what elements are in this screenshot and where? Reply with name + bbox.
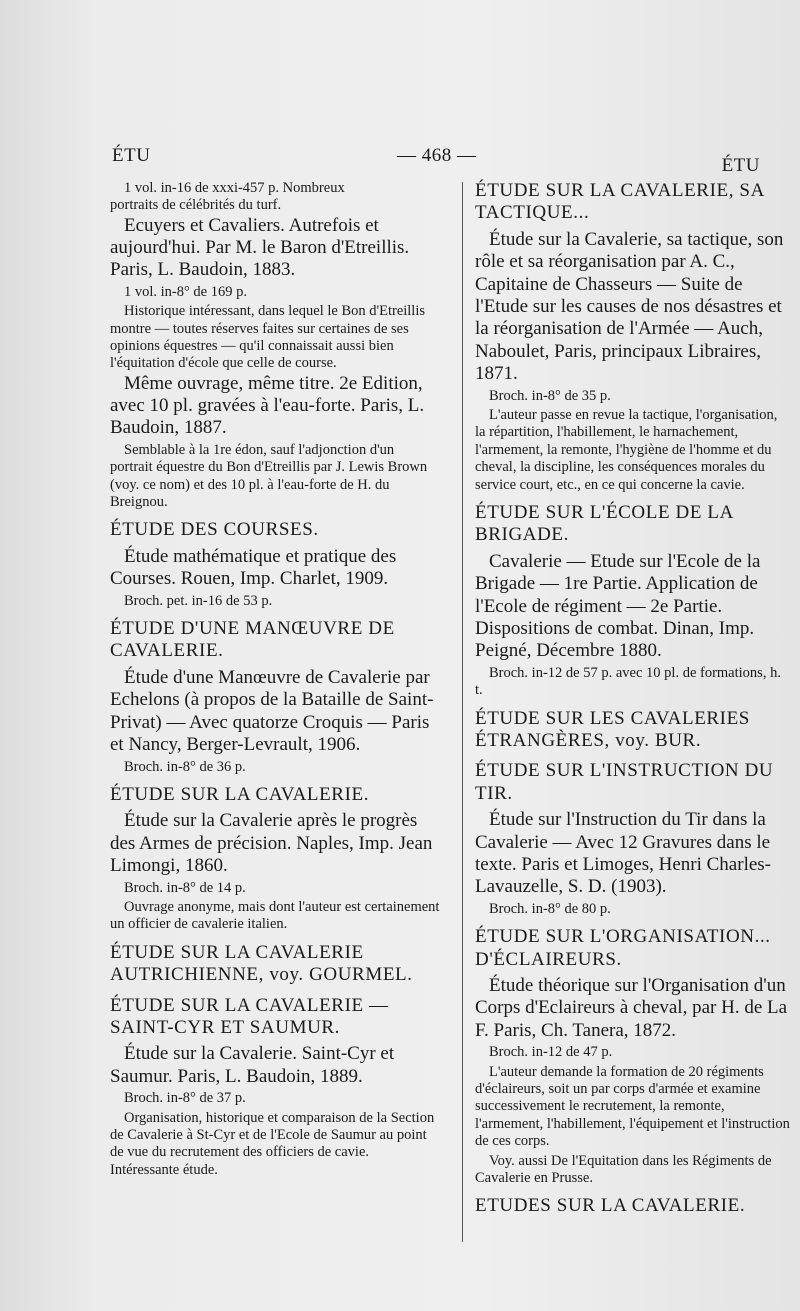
- entry-title: Même ouvrage, même titre. 2e Edition, avec 10 pl. gravées à l'eau-forte. Paris, L. Baudoin, 1887.: [110, 372, 425, 439]
- entry-heading: ÉTUDE SUR L'ÉCOLE DE LA BRIGADE.: [475, 502, 733, 546]
- entry-note: L'auteur passe en revue la tactique, l'organisation, la répartition, l'habillement, le harnachement, l'armement, la remonte, l'hygiène de l'homme et du cheval, la discipline, les conséquences morales du service court, etc., en ce qui concerne la cavie.: [475, 407, 778, 493]
- entry-heading: ETUDES SUR LA CAVALERIE.: [475, 1195, 746, 1217]
- entry-title: Étude théorique sur l'Organisation d'un Corps d'Eclaireurs à cheval, par H. de La F. Paris, Ch. Tanera, 1872.: [475, 975, 788, 1041]
- entry-title: Étude sur la Cavalerie, sa tactique, son rôle et sa réorganisation par A. C., Capitaine de Chasseurs — Suite de l'Etude sur les causes de nos désastres et la réorganisation de l'Armée — Auch, Naboulet, Paris, principaux Libraires, 1871.: [475, 228, 784, 385]
- entry-note: Historique intéressant, dans lequel le Bon d'Etreillis montre — toutes réserves faites sur certaines de ses opinions équestres — qu'il connaissait aussi bien l'équitation d'école que celle de course.: [110, 303, 426, 372]
- entry-note: Broch. in-8° de 14 p.: [124, 879, 246, 896]
- entry-heading: ÉTUDE SUR LA CAVALERIE, SA TACTIQUE...: [475, 180, 764, 224]
- entry-heading: ÉTUDE SUR LA CAVALERIE — SAINT-CYR ET SAUMUR.: [110, 994, 389, 1038]
- column-divider: [462, 182, 463, 1242]
- entry-note: Broch. in-12 de 57 p. avec 10 pl. de formations, h. t.: [475, 664, 781, 699]
- entry-heading: ÉTUDE DES COURSES.: [110, 519, 319, 541]
- entry-note: Broch. in-8° de 37 p.: [124, 1090, 246, 1107]
- page-number: — 468 —: [397, 145, 477, 166]
- entry-heading: ÉTUDE SUR LES CAVALERIES ÉTRANGÈRES, voy. BUR.: [475, 707, 750, 752]
- entry-heading: ÉTUDE SUR LA CAVALERIE.: [110, 783, 370, 805]
- entry-note: Voy. aussi De l'Equitation dans les Régiments de Cavalerie en Prusse.: [475, 1152, 772, 1187]
- entry-title: Étude sur l'Instruction du Tir dans la Cavalerie — Avec 12 Gravures dans le texte. Paris et Limoges, Henri Charles-Lavauzelle, S. D. (1903).: [475, 809, 772, 898]
- entry-title: Cavalerie — Etude sur l'Ecole de la Brigade — 1re Partie. Application de l'Ecole de régiment — 2e Partie. Dispositions de combat. Dinan, Imp. Peigné, Décembre 1880.: [475, 550, 761, 662]
- entry-note: Broch. in-8° de 35 p.: [489, 387, 611, 404]
- entry-title: Ecuyers et Cavaliers. Autrefois et aujourd'hui. Par M. le Baron d'Etreillis. Paris, L. Baudoin, 1883.: [110, 214, 410, 281]
- entry-title: Étude mathématique et pratique des Courses. Rouen, Imp. Charlet, 1909.: [110, 545, 397, 590]
- entry-note: 1 vol. in-8° de 169 p.: [124, 283, 247, 300]
- entry-note: Organisation, historique et comparaison de la Section de Cavalerie à St-Cyr et de l'Ecole de Saumur au point de vue du recrutement des officiers de cavie. Intéressante étude.: [110, 1109, 435, 1178]
- entry-note: 1 vol. in-16 de xxxi-457 p. Nombreux: [124, 180, 345, 196]
- entry-note: Broch. in-8° de 80 p.: [489, 900, 611, 917]
- entry-title: Étude sur la Cavalerie. Saint-Cyr et Saumur. Paris, L. Baudoin, 1889.: [110, 1043, 395, 1087]
- entry-note: Broch. in-8° de 36 p.: [124, 758, 246, 775]
- entry-note: L'auteur demande la formation de 20 régiments d'éclaireurs, soit un par corps d'armée et examine successivement le recrutement, la remonte, l'armement, l'habillement, l'équipement et l'instruction de ces corps.: [475, 1063, 790, 1150]
- header-left: ÉTU: [112, 145, 151, 166]
- entry-note: Semblable à la 1re édon, sauf l'adjonction d'un portrait équestre du Bon d'Etreillis par J. Lewis Brown (voy. ce nom) et des 10 pl. à l'eau-forte de H. du Breignou.: [110, 441, 428, 511]
- entry-note: Broch. in-12 de 47 p.: [489, 1044, 613, 1061]
- entry-note: Ouvrage anonyme, mais dont l'auteur est certainement un officier de cavalerie italien.: [110, 898, 440, 933]
- entry-heading: ÉTUDE SUR L'ORGANISATION... D'ÉCLAIREURS.: [475, 926, 771, 970]
- entry-heading: ÉTUDE SUR LA CAVALERIE AUTRICHIENNE, voy. GOURMEL.: [110, 941, 413, 986]
- entry-title: Étude d'une Manœuvre de Cavalerie par Echelons (à propos de la Bataille de Saint-Privat) — Avec quatorze Croquis — Paris et Nancy, Berger-Levrault, 1906.: [110, 666, 434, 756]
- left-column: [110, 178, 440, 1179]
- entry-heading: ÉTUDE D'UNE MANŒUVRE DE CAVALERIE.: [110, 618, 395, 662]
- right-column: [475, 172, 790, 1222]
- entry-note: Broch. pet. in-16 de 53 p.: [124, 592, 273, 609]
- entry-title: Étude sur la Cavalerie après le progrès des Armes de précision. Naples, Imp. Jean Limongi, 1860.: [110, 810, 433, 877]
- entry-note-cont: portraits de célébrités du turf.: [110, 197, 282, 214]
- header-right: ÉTU: [721, 155, 760, 176]
- entry-heading: ÉTUDE SUR L'INSTRUCTION DU TIR.: [475, 760, 774, 804]
